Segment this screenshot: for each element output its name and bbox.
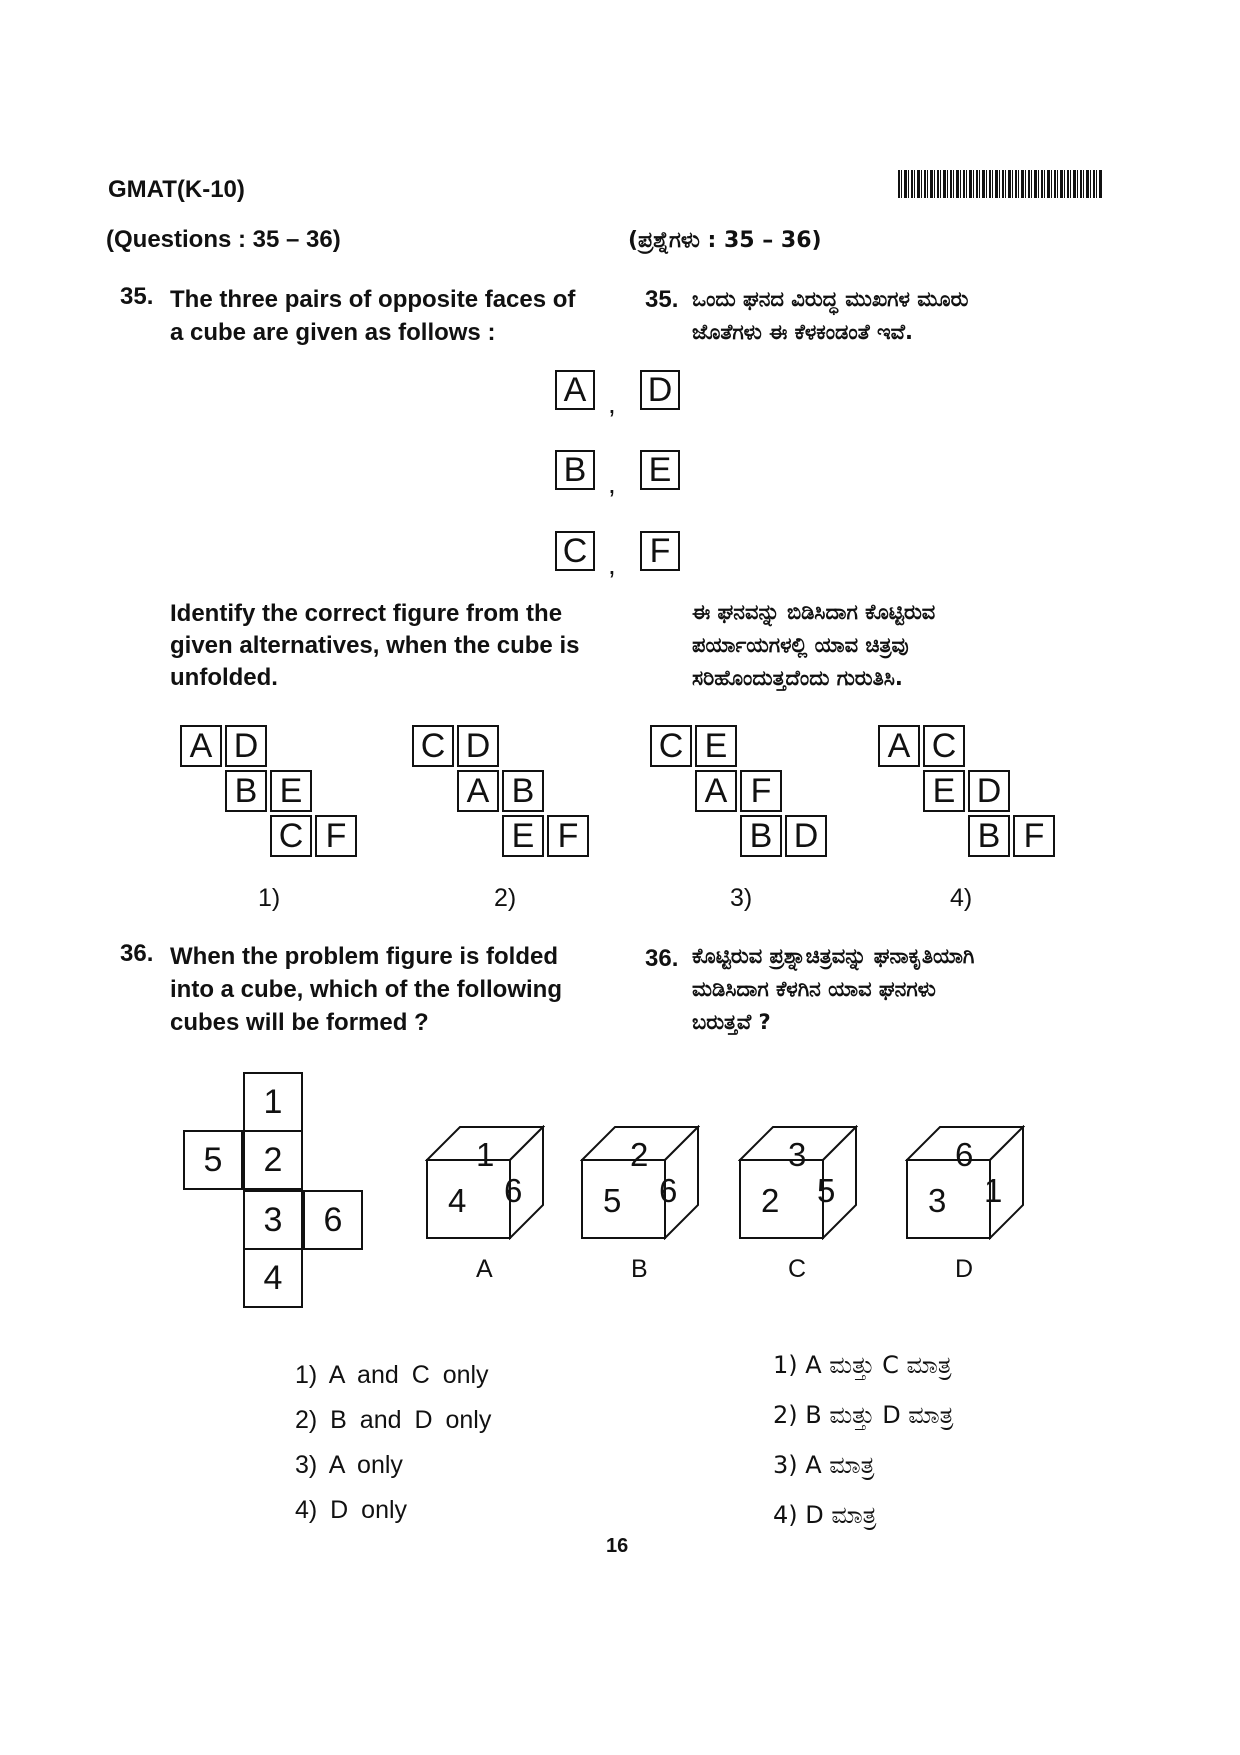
exam-code: GMAT(K-10) [108,176,245,203]
option-kn-3: 3) A ಮಾತ್ರ [773,1451,875,1479]
net-option-4 [878,725,1058,865]
net-cell: B [502,770,544,812]
net-cell: D [457,725,499,767]
net-cell: A [180,725,222,767]
q35-number-kn: 35. [645,286,679,313]
net-cell: B [225,770,267,812]
cube-d-side: 1 [984,1172,1003,1209]
net-cell: 3 [243,1190,303,1250]
cube-label-c: C [788,1255,807,1283]
q36-number-en: 36. [120,940,154,967]
questions-range-en: (Questions : 35 – 36) [106,226,341,253]
net-label-2: 2) [494,884,517,912]
barcode-image [898,170,1102,198]
option-en-1: 1) A and C only [295,1361,489,1389]
net-cell: E [923,770,965,812]
net-cell: E [502,815,544,857]
comma: , [608,549,616,580]
comma: , [608,468,616,499]
net-label-1: 1) [258,884,281,912]
net-cell: E [270,770,312,812]
net-cell: F [315,815,357,857]
net-cell: A [457,770,499,812]
net-cell: C [270,815,312,857]
net-option-1 [180,725,360,865]
cube-c-front: 2 [761,1182,780,1219]
cube-label-b: B [631,1255,648,1283]
option-en-4: 4) D only [295,1496,408,1524]
cube-c-side: 5 [817,1172,836,1209]
net-cell: A [695,770,737,812]
cube-a-side: 6 [504,1172,523,1209]
net-option-3 [650,725,830,865]
q36-options-en [295,1353,491,1533]
cube-d-top: 6 [955,1136,974,1173]
problem-net [183,1072,368,1322]
q36-number-kn: 36. [645,945,679,972]
face-box: A [555,370,595,410]
cube-a-top: 1 [476,1136,495,1173]
net-cell: C [650,725,692,767]
face-box: F [640,531,680,571]
face-box: C [555,531,595,571]
net-label-4: 4) [950,884,973,912]
option-kn-4: 4) D ಮಾತ್ರ [773,1501,877,1529]
questions-range-kn: (ಪ್ರಶ್ನೆಗಳು : 35 – 36) [628,228,822,253]
net-cell: 6 [303,1190,363,1250]
net-cell: 4 [243,1248,303,1308]
net-cell: E [695,725,737,767]
face-box: E [640,450,680,490]
q35-text-en: The three pairs of opposite faces of a cube are given as follows : [170,286,576,346]
cube-c-top: 3 [788,1136,807,1173]
cube-b-top: 2 [630,1136,649,1173]
net-cell: 2 [243,1130,303,1190]
net-cell: C [923,725,965,767]
net-cell: F [547,815,589,857]
net-cell: D [968,770,1010,812]
cube-b-front: 5 [603,1182,622,1219]
net-cell: D [785,815,827,857]
cube-b-side: 6 [659,1172,678,1209]
q36-options-kn [773,1340,953,1540]
page-number: 16 [606,1535,629,1557]
cube-a-front: 4 [448,1182,467,1219]
net-cell: B [968,815,1010,857]
q36-text-en: When the problem figure is folded into a cube, which of the following cubes will be formed ? [170,943,562,1036]
net-cell: D [225,725,267,767]
comma: , [608,388,616,419]
q35-identify-en: Identify the correct figure from the given alternatives, when the cube is unfolded. [170,600,580,691]
net-option-2 [412,725,592,865]
q35-number-en: 35. [120,283,154,310]
cube-d-front: 3 [928,1182,947,1219]
net-cell: 1 [243,1072,303,1132]
q36-text-kn: ಕೊಟ್ಟಿರುವ ಪ್ರಶ್ನಾಚಿತ್ರವನ್ನು ಘನಾಕೃತಿಯಾಗಿ ಮಡಿಸಿದಾಗ ಕೆಳಗಿನ ಯಾವ ಘನಗಳು ಬರುತ್ತವೆ ? [692,944,975,1034]
option-kn-2: 2) B ಮತ್ತು D ಮಾತ್ರ [773,1401,954,1429]
q35-identify-kn: ಈ ಘನವನ್ನು ಬಿಡಿಸಿದಾಗ ಕೊಟ್ಟಿರುವ ಪರ್ಯಾಯಗಳಲ್ಲಿ ಯಾವ ಚಿತ್ರವು ಸರಿಹೊಂದುತ್ತದೆಂದು ಗುರುತಿಸಿ. [692,600,936,690]
net-cell: 5 [183,1130,243,1190]
net-cell: F [1013,815,1055,857]
option-en-3: 3) A only [295,1451,403,1479]
net-cell: A [878,725,920,767]
face-box: B [555,450,595,490]
cube-label-a: A [476,1255,493,1283]
net-label-3: 3) [730,884,753,912]
option-en-2: 2) B and D only [295,1406,492,1434]
net-cell: F [740,770,782,812]
net-cell: C [412,725,454,767]
option-kn-1: 1) A ಮತ್ತು C ಮಾತ್ರ [773,1351,952,1379]
face-box: D [640,370,680,410]
cube-label-d: D [955,1255,974,1283]
q35-text-kn: ಒಂದು ಘನದ ವಿರುದ್ಧ ಮುಖಗಳ ಮೂರು ಜೊತೆಗಳು ಈ ಕೆಳಕಂಡಂತೆ ಇವೆ. [692,287,969,344]
net-cell: B [740,815,782,857]
